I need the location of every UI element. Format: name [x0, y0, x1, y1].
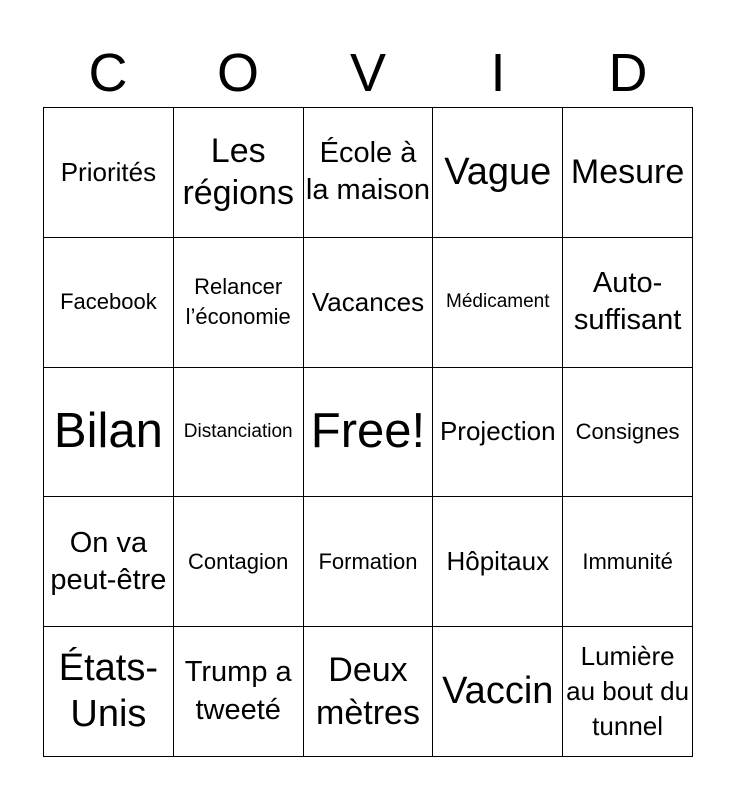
bingo-cell-text: Relancer l’économie [185, 273, 291, 330]
bingo-cell-text: Immunité [582, 548, 673, 574]
bingo-cell-text: On va peut-être [50, 526, 167, 596]
bingo-cell-r5c1[interactable] [44, 627, 174, 757]
bingo-cell-r2c1[interactable] [44, 238, 174, 368]
bingo-cell-r1c3[interactable] [304, 108, 434, 238]
bingo-cell-r3c5[interactable] [563, 368, 693, 498]
bingo-cell-text: Mesure [570, 153, 685, 192]
bingo-cell-text: Trump a tweeté [184, 656, 292, 726]
bingo-cell-r4c2[interactable] [174, 497, 304, 627]
bingo-cell-text: Consignes [575, 418, 680, 444]
bingo-cell-text: Vague [444, 150, 552, 193]
bingo-cell-text: Les régions [182, 132, 294, 213]
bingo-cell-text: Auto-suffisant [573, 267, 682, 337]
bingo-cell-r4c4[interactable] [433, 497, 563, 627]
bingo-cell-r1c1[interactable] [44, 108, 174, 238]
bingo-cell-r3c1[interactable] [44, 368, 174, 498]
bingo-cell-text: Lumière au bout du tunnel [566, 640, 690, 742]
header-letter-i: I [490, 43, 506, 103]
bingo-cell-text: Hôpitaux [446, 546, 550, 577]
bingo-cell-text: École à la maison [305, 137, 431, 207]
header-letter-c: C [88, 43, 128, 103]
bingo-cell-text: Free! [310, 404, 426, 459]
bingo-cell-text: Vaccin [442, 669, 554, 712]
bingo-cell-r1c4[interactable] [433, 108, 563, 238]
bingo-cell-r3c4[interactable] [433, 368, 563, 498]
bingo-cell-text: Médicament [446, 291, 550, 313]
bingo-cell-text: Contagion [188, 548, 289, 574]
bingo-cell-r4c1[interactable] [44, 497, 174, 627]
bingo-cell-text: Bilan [53, 404, 163, 459]
bingo-cell-text: Projection [439, 416, 556, 447]
bingo-cell-r2c2[interactable] [174, 238, 304, 368]
bingo-cell-r4c5[interactable] [563, 497, 693, 627]
bingo-cell-text: Deux mètres [316, 651, 420, 732]
bingo-cell-r1c5[interactable] [563, 108, 693, 238]
bingo-card-grid [43, 107, 693, 757]
bingo-cell-r2c5[interactable] [563, 238, 693, 368]
bingo-cell-text: États-Unis [58, 647, 159, 735]
header-letter-o: O [216, 43, 259, 103]
bingo-cell-r2c4[interactable] [433, 238, 563, 368]
bingo-cell-text: Formation [318, 548, 418, 574]
bingo-cell-free[interactable] [304, 368, 434, 498]
bingo-cell-text: Facebook [60, 289, 157, 315]
header-letter-v: V [349, 43, 387, 103]
bingo-cell-text: Vacances [311, 286, 425, 317]
bingo-cell-r2c3[interactable] [304, 238, 434, 368]
bingo-cell-r4c3[interactable] [304, 497, 434, 627]
bingo-cell-r5c4[interactable] [433, 627, 563, 757]
bingo-cell-r5c3[interactable] [304, 627, 434, 757]
header-letter-d: D [608, 43, 648, 103]
bingo-cell-text: Priorités [60, 156, 157, 187]
bingo-cell-text: Distanciation [183, 421, 293, 443]
bingo-cell-r1c2[interactable] [174, 108, 304, 238]
bingo-cell-r3c2[interactable] [174, 368, 304, 498]
bingo-cell-r5c2[interactable] [174, 627, 304, 757]
bingo-header [43, 40, 693, 106]
bingo-cell-r5c5[interactable] [563, 627, 693, 757]
